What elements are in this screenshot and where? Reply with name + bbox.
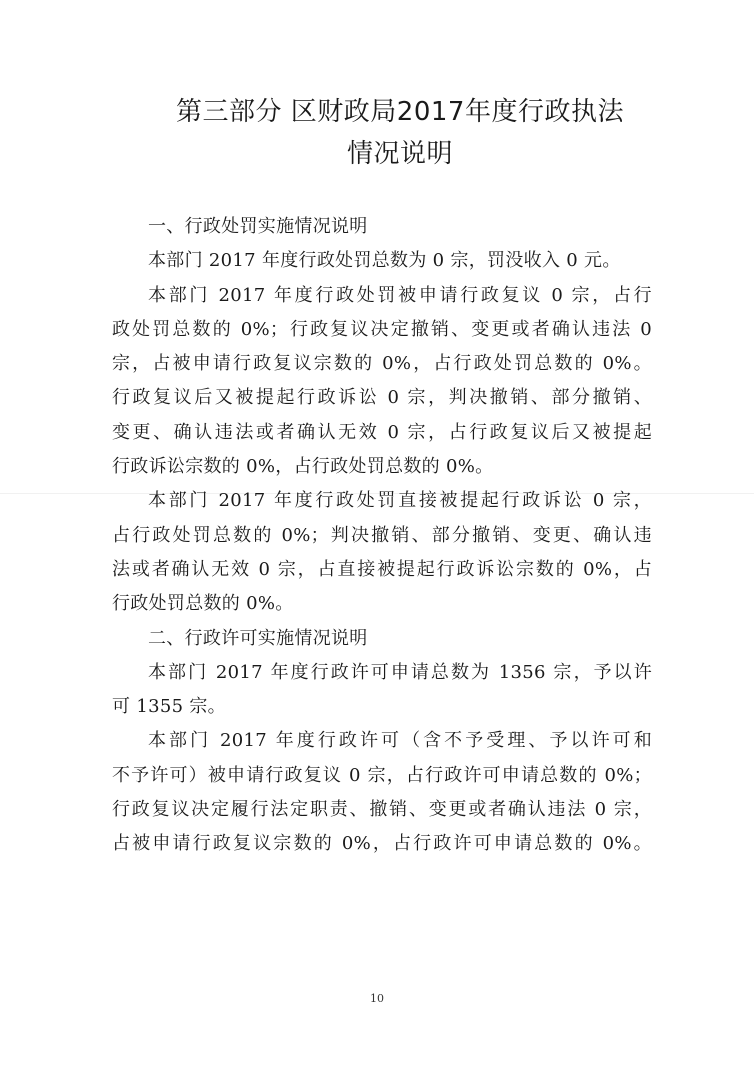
body-line: 占行政处罚总数的 0%；判决撤销、部分撤销、变更、确认违: [112, 524, 652, 546]
body-line: 本部门 2017 年度行政处罚被申请行政复议 0 宗，占行: [148, 284, 652, 306]
section-heading: 一、行政处罚实施情况说明: [148, 216, 368, 237]
body-line: 本部门 2017 年度行政许可申请总数为 1356 宗，予以许: [148, 661, 652, 683]
section-heading: 二、行政许可实施情况说明: [148, 627, 368, 649]
body-line: 本部门 2017 年度行政处罚直接被提起行政诉讼 0 宗，: [148, 490, 652, 512]
document-body: [112, 210, 652, 862]
body-line: 行政复议决定履行法定职责、撤销、变更或者确认违法 0 宗，: [112, 799, 652, 821]
body-line: 不予许可）被申请行政复议 0 宗，占行政许可申请总数的 0%；: [112, 764, 652, 786]
body-line: 本部门 2017 年度行政处罚总数为 0 宗，罚没收入 0 元。: [148, 250, 621, 272]
body-line: 行政处罚总数的 0%。: [112, 593, 294, 615]
body-line: 占被申请行政复议宗数的 0%，占行政许可申请总数的 0%。: [112, 833, 652, 855]
body-line: 变更、确认违法或者确认无效 0 宗，占行政复议后又被提起: [112, 421, 652, 443]
body-line: 可 1355 宗。: [112, 696, 226, 718]
body-line: 行政复议后又被提起行政诉讼 0 宗，判决撤销、部分撤销、: [112, 387, 652, 409]
body-line: 行政诉讼宗数的 0%，占行政处罚总数的 0%。: [112, 456, 494, 478]
body-line: 本部门 2017 年度行政许可（含不予受理、予以许可和: [148, 730, 652, 752]
body-line: 法或者确认无效 0 宗，占直接被提起行政诉讼宗数的 0%，占: [112, 558, 652, 580]
body-line: 政处罚总数的 0%；行政复议决定撤销、变更或者确认违法 0: [112, 318, 652, 340]
document-title-line-1: 第三部分 区财政局2017年度行政执法: [176, 97, 624, 127]
body-line: 宗，占被申请行政复议宗数的 0%，占行政处罚总数的 0%。: [112, 353, 652, 375]
page-number: 10: [370, 992, 384, 1005]
document-title-line-2: 情况说明: [346, 139, 453, 169]
